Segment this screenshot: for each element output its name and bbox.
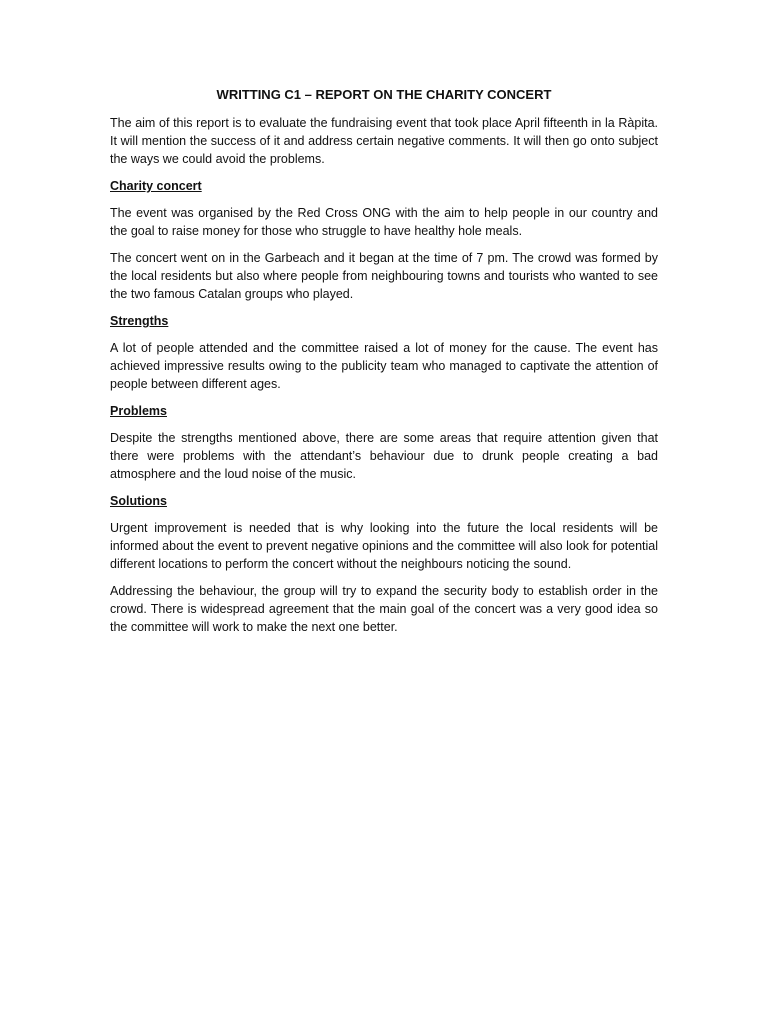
document-body (110, 86, 658, 645)
charity-concert-paragraph-2: The concert went on in the Garbeach and it began at the time of 7 pm. The crowd was formed by the local residents but also where people from neighbouring towns and tourists who wanted to see the two famous Catalan groups who played. (110, 251, 658, 301)
document-title: WRITTING C1 – REPORT ON THE CHARITY CONCERT (216, 87, 552, 102)
strengths-paragraph: A lot of people attended and the committee raised a lot of money for the cause. The event has achieved impressive results owing to the publicity team who managed to captivate the attention of people between different ages. (110, 341, 658, 391)
solutions-paragraph-1: Urgent improvement is needed that is why looking into the future the local residents will be informed about the event to prevent negative opinions and the committee will also look for potential different locations to perform the concert without the neighbours noticing the sound. (110, 521, 658, 571)
intro-paragraph: The aim of this report is to evaluate the fundraising event that took place April fifteenth in la Ràpita. It will mention the success of it and address certain negative comments. It will then go onto subject the ways we could avoid the problems. (110, 116, 658, 166)
solutions-paragraph-2: Addressing the behaviour, the group will try to expand the security body to establish order in the crowd. There is widespread agreement that the main goal of the concert was a very good idea so the committee will work to make the next one better. (110, 584, 658, 634)
problems-paragraph: Despite the strengths mentioned above, there are some areas that require attention given that there were problems with the attendant’s behaviour due to drunk people creating a bad atmosphere and the loud noise of the music. (110, 431, 658, 481)
charity-concert-paragraph-1: The event was organised by the Red Cross ONG with the aim to help people in our country and the goal to raise money for those who struggle to have healthy hole meals. (110, 206, 658, 238)
heading-solutions: Solutions (110, 494, 167, 508)
heading-charity-concert: Charity concert (110, 179, 202, 193)
heading-problems: Problems (110, 404, 167, 418)
heading-strengths: Strengths (110, 314, 169, 328)
